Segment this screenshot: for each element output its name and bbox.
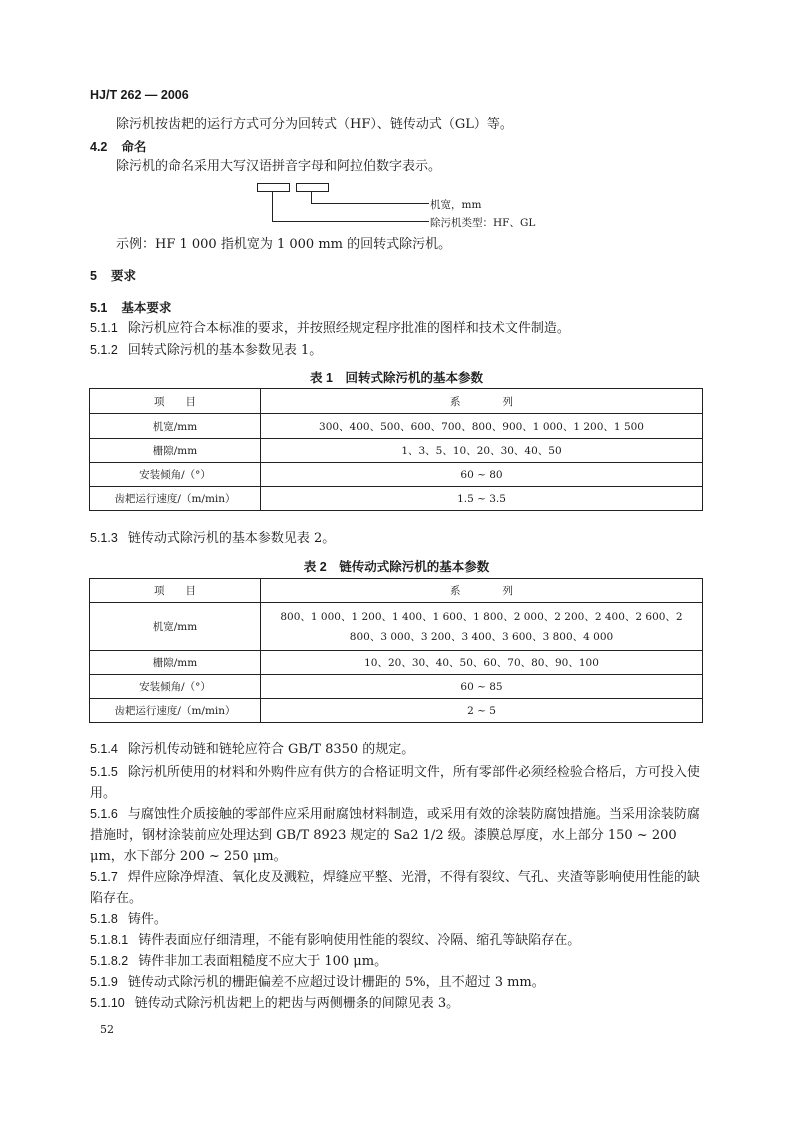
row-label: 机宽/mm	[90, 414, 261, 439]
section-4-2-heading	[90, 137, 146, 155]
section-5-heading	[90, 266, 136, 284]
clause-text: 链传动式除污机的基本参数见表 2。	[127, 531, 336, 546]
row-label: 机宽/mm	[90, 603, 261, 651]
row-label: 栅隙/mm	[90, 651, 261, 675]
clause-number: 5.1.8	[90, 912, 118, 926]
section-number: 4.2	[90, 140, 108, 154]
clause-text: 铸件。	[127, 912, 167, 927]
intro-paragraph: 除污机按齿耙的运行方式可分为回转式（HF）、链传动式（GL）等。	[116, 117, 513, 132]
clause-text: 铸件表面应仔细清理，不能有影响使用性能的裂纹、冷隔、缩孔等缺陷存在。	[138, 933, 581, 948]
row-label: 安装倾角/（°）	[90, 675, 261, 699]
header-cell-series: 系 列	[261, 389, 703, 414]
clause-number: 5.1.4	[90, 742, 118, 756]
clause-number: 5.1.8.2	[90, 954, 129, 968]
clause-5-1-8-1	[90, 930, 580, 951]
page-number: 52	[100, 1023, 114, 1036]
table-row	[90, 439, 703, 463]
row-value: 60 ~ 80	[261, 463, 703, 487]
table-1-caption: 表 1 回转式除污机的基本参数	[310, 371, 483, 385]
clause-5-1-9	[90, 972, 545, 993]
type-leader-h	[272, 221, 429, 222]
clause-text: 除污机传动链和链轮应符合 GB/T 8350 的规定。	[127, 742, 415, 757]
row-value: 800、1 000、1 200、1 400、1 600、1 800、2 000、2 200、2 400、2 600、2 800、3 000、3 200、3 400、3 600、3 800、4 000	[261, 603, 703, 651]
clause-5-1-4	[90, 739, 414, 760]
header-cell-series: 系 列	[261, 579, 703, 603]
width-leader-h	[311, 203, 429, 204]
clause-number: 5.1.2	[90, 343, 118, 357]
clause-5-1-8-2	[90, 951, 387, 972]
clause-5-1-7	[90, 867, 703, 909]
width-box	[296, 183, 329, 192]
table-row	[90, 603, 703, 651]
clause-5-1-8	[90, 909, 167, 930]
row-value: 2 ~ 5	[261, 699, 703, 723]
width-label: 机宽，mm	[430, 199, 482, 211]
header-cell-item: 项 目	[90, 389, 261, 414]
clause-5-1-6	[90, 804, 703, 867]
table-2-caption: 表 2 链传动式除污机的基本参数	[303, 560, 490, 574]
section-5-1-heading	[90, 298, 171, 316]
row-label: 齿耙运行速度/（m/min）	[90, 699, 261, 723]
row-value: 10、20、30、40、50、60、70、80、90、100	[261, 651, 703, 675]
clause-number: 5.1.6	[90, 807, 118, 821]
clause-number: 5.1.10	[90, 996, 125, 1010]
clause-text: 与腐蚀性介质接触的零部件应采用耐腐蚀材料制造，或采用有效的涂装防腐蚀措施。当采用涂装防腐措施时，钢材涂装前应处理达到 GB/T 8923 规定的 Sa2 1/2 级。漆膜总厚度，水上部分 150 ~ 200 μm，水下部分 200 ~ 250 μm。	[90, 807, 700, 864]
type-box	[257, 183, 290, 192]
clause-number: 5.1.7	[90, 870, 118, 884]
row-value: 1.5 ~ 3.5	[261, 487, 703, 511]
section-title: 要求	[110, 269, 136, 283]
clause-5-1-3	[90, 528, 335, 549]
table-row	[90, 463, 703, 487]
clause-text: 除污机应符合本标准的要求，并按照经规定程序批准的图样和技术文件制造。	[127, 321, 570, 336]
row-value: 60 ~ 85	[261, 675, 703, 699]
row-value: 300、400、500、600、700、800、900、1 000、1 200、1 500	[261, 414, 703, 439]
table-row	[90, 651, 703, 675]
table-2	[89, 578, 703, 723]
row-label: 栅隙/mm	[90, 439, 261, 463]
clause-text: 除污机所使用的材料和外购件应有供方的合格证明文件，所有零部件必须经检验合格后，方可投入使用。	[90, 765, 700, 801]
row-value: 1、3、5、10、20、30、40、50	[261, 439, 703, 463]
clause-text: 焊件应除净焊渣、氧化皮及溅粒，焊缝应平整、光滑，不得有裂纹、气孔、夹渣等影响使用性能的缺陷存在。	[90, 870, 700, 906]
naming-paragraph: 除污机的命名采用大写汉语拼音字母和阿拉伯数字表示。	[116, 159, 442, 174]
row-label: 安装倾角/（°）	[90, 463, 261, 487]
section-title: 基本要求	[121, 301, 172, 315]
table-header-row	[90, 579, 703, 603]
table-row	[90, 675, 703, 699]
clause-number: 5.1.5	[90, 765, 118, 779]
clause-5-1-10	[90, 993, 459, 1014]
clause-5-1-2	[90, 340, 322, 361]
table-row	[90, 699, 703, 723]
example-paragraph: 示例：HF 1 000 指机宽为 1 000 mm 的回转式除污机。	[116, 237, 452, 252]
table-1	[89, 388, 703, 511]
header-cell-item: 项 目	[90, 579, 261, 603]
clause-5-1-1	[90, 318, 570, 339]
section-number: 5	[90, 269, 97, 283]
clause-number: 5.1.1	[90, 321, 118, 335]
section-title: 命名	[121, 140, 147, 154]
clause-text: 链传动式除污机齿耙上的耙齿与两侧栅条的间隙见表 3。	[134, 996, 460, 1011]
type-leader-v	[272, 191, 273, 222]
section-number: 5.1	[90, 301, 108, 315]
clause-5-1-5	[90, 762, 703, 804]
clause-text: 回转式除污机的基本参数见表 1。	[127, 343, 323, 358]
table-header-row	[90, 389, 703, 414]
clause-number: 5.1.8.1	[90, 933, 129, 947]
clause-number: 5.1.3	[90, 531, 118, 545]
clause-text: 铸件非加工表面粗糙度不应大于 100 μm。	[138, 954, 388, 969]
type-label: 除污机类型：HF、GL	[430, 217, 536, 229]
clause-number: 5.1.9	[90, 975, 118, 989]
document-header: HJ/T 262 — 2006	[90, 88, 189, 102]
row-label: 齿耙运行速度/（m/min）	[90, 487, 261, 511]
table-row	[90, 487, 703, 511]
clause-text: 链传动式除污机的栅距偏差不应超过设计栅距的 5%，且不超过 3 mm。	[127, 975, 545, 990]
table-row	[90, 414, 703, 439]
